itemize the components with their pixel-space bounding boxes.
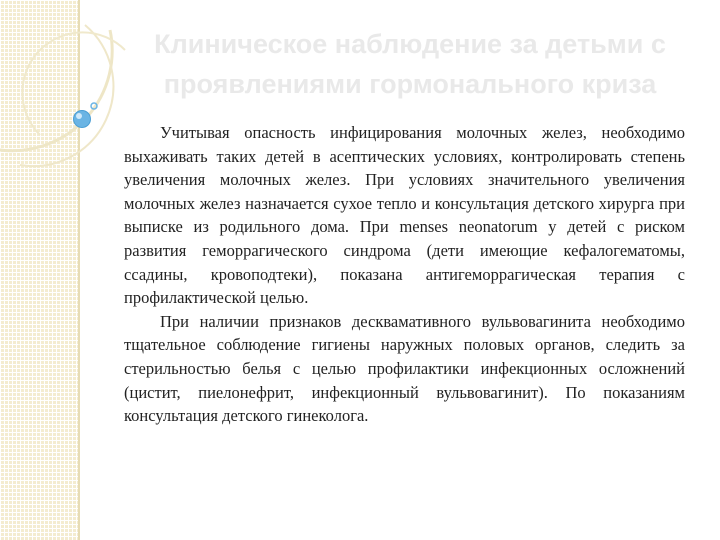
paragraph-1: Учитывая опасность инфицирования молочных желез, необходимо выхаживать таких детей в асептических условиях, контролировать степень увеличения молочных желез. При условиях значительного увеличения молочных желез назначается сухое тепло и консультация детского хирурга при выписке из родильного дома. При menses neonatorum у детей с риском развития геморрагического синдрома (дети имеющие кефалогематомы, ссадины, кровоподтеки), показана антигеморрагическая терапия с профилактической целью. (124, 123, 685, 308)
decorative-bubble-icon (74, 111, 91, 128)
slide-body (124, 121, 685, 428)
paragraph-2: При наличии признаков десквамативного вульвовагинита необходимо тщательное соблюдение гигиены наружных половых органов, следить за стерильностью белья с целью профилактики инфекционных осложнений (цистит, пиелонефрит, инфекционный вульвовагинит). По показаниям консультация детского гинеколога. (124, 311, 685, 426)
slide-title (110, 24, 710, 104)
slide-title-line-2: проявлениями гормонального криза (163, 69, 657, 99)
slide-title-line-1: Клиническое наблюдение за детьми с (154, 29, 666, 59)
